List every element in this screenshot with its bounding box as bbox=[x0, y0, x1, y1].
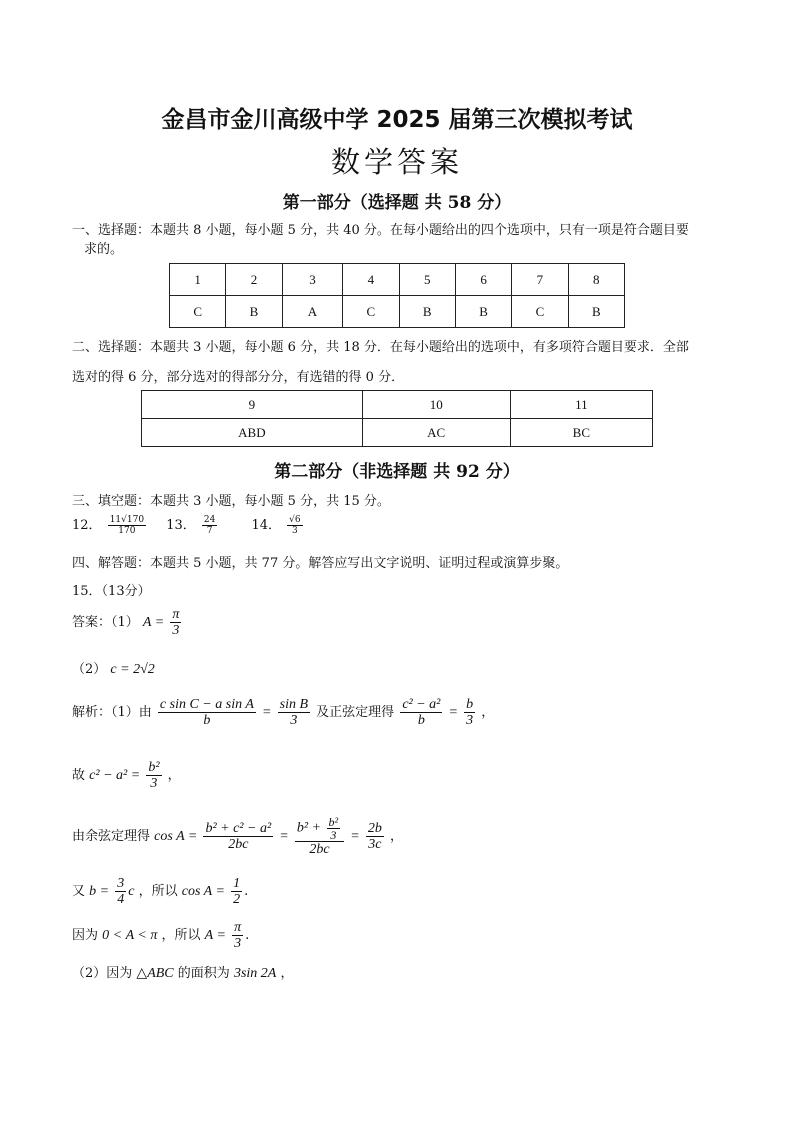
sol-eq: = bbox=[262, 705, 272, 720]
sol-end: ， bbox=[481, 705, 495, 720]
sol-f2-num: sin B bbox=[279, 697, 309, 712]
cos-f2-num bbox=[295, 816, 344, 842]
number-cell: 11 bbox=[510, 391, 652, 419]
table-row-numbers bbox=[170, 264, 625, 296]
q13-denominator: 7 bbox=[206, 526, 213, 536]
last-mid: 的面积为 bbox=[177, 966, 230, 981]
number-cell: 2 bbox=[226, 264, 282, 296]
q1-instructions bbox=[72, 221, 727, 259]
answer-cell: ABD bbox=[142, 419, 363, 447]
you-den: 4 bbox=[117, 892, 125, 907]
q3-instructions: 三、填空题：本题共 3 小题，每小题 5 分，共 15 分。 bbox=[72, 494, 390, 509]
fill-answers bbox=[72, 514, 305, 536]
answer-cell: B bbox=[455, 296, 511, 328]
sol-f2-den: 3 bbox=[290, 713, 298, 728]
cos-f2-den: 2bc bbox=[309, 842, 330, 857]
sol-f4-num: b bbox=[466, 697, 474, 712]
table-row-numbers bbox=[142, 391, 653, 419]
number-cell: 10 bbox=[362, 391, 510, 419]
you-label: 又 bbox=[72, 884, 86, 899]
solution-frac-3 bbox=[400, 697, 442, 728]
q14-answer bbox=[287, 515, 302, 536]
sol-f3-den: b bbox=[417, 713, 425, 728]
answer-cell: BC bbox=[510, 419, 652, 447]
answer-cell: B bbox=[568, 296, 624, 328]
answer-cell: AC bbox=[362, 419, 510, 447]
exam-subtitle: 数学答案 bbox=[330, 145, 463, 179]
you-lhs: b = bbox=[89, 884, 110, 899]
you-result-fraction bbox=[231, 876, 242, 907]
q12-denominator: 170 bbox=[118, 526, 136, 536]
solution-frac-2 bbox=[278, 697, 310, 728]
answer1-lhs: A = bbox=[142, 615, 165, 630]
answer-cell: C bbox=[343, 296, 399, 328]
q2-intro-line: 二、选择题：本题共 3 小题，每小题 6 分，共 18 分．在每小题给出的选项中，有多项符合题目要求．全部 bbox=[72, 340, 689, 355]
q15-label: 15．（13分） bbox=[72, 584, 151, 599]
q1-intro-line: 一、选择题：本题共 8 小题，每小题 5 分，共 40 分。在每小题给出的四个选项中，只有一项是符合题目要 bbox=[72, 223, 689, 238]
number-cell: 1 bbox=[170, 264, 226, 296]
yin-num: π bbox=[234, 920, 242, 935]
part2-heading: 第二部分（非选择题 共 92 分） bbox=[274, 462, 520, 482]
gu-num: b² bbox=[148, 760, 160, 775]
last-expr: 3sin 2A bbox=[233, 966, 277, 981]
cos-f2-num-a: b² + bbox=[296, 820, 322, 836]
sol-f1-den: b bbox=[203, 713, 211, 728]
number-cell: 9 bbox=[142, 391, 363, 419]
answer1-num: π bbox=[172, 607, 180, 622]
q14-denominator: 3 bbox=[292, 526, 298, 536]
table-row-answers bbox=[142, 419, 653, 447]
you-fraction bbox=[115, 876, 126, 907]
cos-f1-num: b² + c² − a² bbox=[205, 821, 272, 836]
cos-end: ， bbox=[390, 829, 404, 844]
yin-label: 因为 bbox=[72, 928, 99, 943]
yin-den: 3 bbox=[234, 936, 242, 951]
q13-answer bbox=[202, 515, 217, 536]
yin-mid: ，所以 bbox=[161, 928, 201, 943]
solution-line-6 bbox=[72, 962, 293, 982]
yin-ineq: 0 < A < π bbox=[102, 928, 158, 943]
cos-lhs: cos A = bbox=[154, 829, 198, 844]
you-r-num: 1 bbox=[233, 876, 241, 891]
yin-fraction bbox=[232, 920, 243, 951]
answer-line-1 bbox=[72, 607, 183, 638]
table-row-answers bbox=[170, 296, 625, 328]
solution-label: 解析：（1）由 bbox=[72, 705, 152, 720]
number-cell: 5 bbox=[399, 264, 455, 296]
number-cell: 7 bbox=[512, 264, 568, 296]
you-cos: cos A = bbox=[181, 884, 225, 899]
sol-f1-num: c sin C − a sin A bbox=[159, 697, 254, 712]
q14-number: 14． bbox=[251, 518, 282, 533]
answer2-expr: c = 2√2 bbox=[110, 662, 155, 677]
solution-line-3: 由余弦定理得 cos A = $\frac{\text{b² + c² − a²}}{2bc}$ = b² + $\frac{\text{b²}}{3}$ 2bc = $\frac{2b}{3c}$ ， bbox=[72, 815, 404, 857]
gu-den: 3 bbox=[150, 776, 158, 791]
answer-cell: B bbox=[226, 296, 282, 328]
q2-instructions bbox=[72, 333, 727, 393]
part1-heading: 第一部分（选择题 共 58 分） bbox=[282, 193, 512, 213]
q12-answer bbox=[108, 515, 146, 536]
sol-mid-text: 及正弦定理得 bbox=[316, 705, 395, 720]
answer-label: 答案：（1） bbox=[72, 615, 139, 630]
cos-f3-den: 3c bbox=[368, 837, 382, 852]
last-triangle: △ABC bbox=[136, 966, 174, 981]
number-cell: 8 bbox=[568, 264, 624, 296]
last-end: ， bbox=[280, 966, 294, 981]
answer-cell: B bbox=[399, 296, 455, 328]
sol-f4-den: 3 bbox=[466, 713, 474, 728]
q2-intro-cont: 选对的得 6 分，部分选对的得部分分，有选错的得 0 分． bbox=[72, 370, 405, 385]
gu-label: 故 bbox=[72, 768, 86, 783]
solution-frac-4 bbox=[464, 697, 475, 728]
solution-line-4 bbox=[72, 876, 248, 907]
solution-line-5 bbox=[72, 920, 249, 951]
yin-end: . bbox=[245, 928, 250, 943]
answer1-den: 3 bbox=[172, 623, 180, 638]
q4-instructions: 四、解答题：本题共 5 小题，共 77 分。解答应写出文字说明、证明过程或演算步聚。 bbox=[72, 556, 569, 571]
answer-cell: C bbox=[170, 296, 226, 328]
answer1-fraction bbox=[170, 607, 181, 638]
q12-number: 12． bbox=[72, 518, 102, 533]
q1-intro-cont: 求的。 bbox=[84, 242, 124, 257]
last-label: （2）因为 bbox=[72, 966, 133, 981]
mc-answer-table bbox=[169, 263, 625, 328]
cos-frac-1 bbox=[203, 821, 273, 852]
q13-numerator: 24 bbox=[203, 515, 216, 525]
multi-answer-table bbox=[141, 390, 653, 447]
cos-f2-inner-frac bbox=[327, 816, 341, 841]
cos-f1-den: 2bc bbox=[228, 837, 249, 852]
yin-lhs: A = bbox=[204, 928, 226, 943]
answer-cell: C bbox=[512, 296, 568, 328]
answer2-label: （2） bbox=[72, 662, 107, 677]
you-c: c bbox=[128, 884, 135, 899]
gu-fraction bbox=[146, 760, 161, 791]
cos-frac-2 bbox=[295, 816, 344, 857]
number-cell: 4 bbox=[343, 264, 399, 296]
solution-line-1: 解析：（1）由 $\frac{\text{c sin C − a sin A}}{b}$ = $\frac{\text{sin B}}{3}$ 及正弦定理得 $\frac{\text{c² − a²}}{b}$ = $\frac{b}{3}$ ， bbox=[72, 697, 495, 728]
solution-frac-1 bbox=[158, 697, 256, 728]
sol-f3-num: c² − a² bbox=[402, 697, 441, 712]
cos-frac-3 bbox=[366, 821, 384, 852]
cos-f2-inner-den: 3 bbox=[330, 828, 337, 842]
you-end: . bbox=[244, 884, 249, 899]
solution-line-2 bbox=[72, 760, 181, 791]
answer-cell: A bbox=[282, 296, 343, 328]
q13-number: 13． bbox=[166, 518, 196, 533]
you-num: 3 bbox=[117, 876, 125, 891]
q14-numerator: √6 bbox=[289, 515, 301, 525]
answer-line-2 bbox=[72, 658, 155, 678]
cos-label: 由余弦定理得 bbox=[72, 829, 151, 844]
number-cell: 3 bbox=[282, 264, 343, 296]
gu-end: ， bbox=[167, 768, 181, 783]
you-r-den: 2 bbox=[233, 892, 241, 907]
exam-title: 金昌市金川高级中学 2025 届第三次模拟考试 bbox=[161, 107, 633, 133]
cos-f3-num: 2b bbox=[367, 821, 382, 836]
q12-numerator: 11√170 bbox=[109, 515, 145, 525]
cos-f2-inner-num: b² bbox=[328, 815, 339, 829]
you-mid: ，所以 bbox=[138, 884, 178, 899]
gu-lhs: c² − a² = bbox=[89, 768, 141, 783]
number-cell: 6 bbox=[455, 264, 511, 296]
